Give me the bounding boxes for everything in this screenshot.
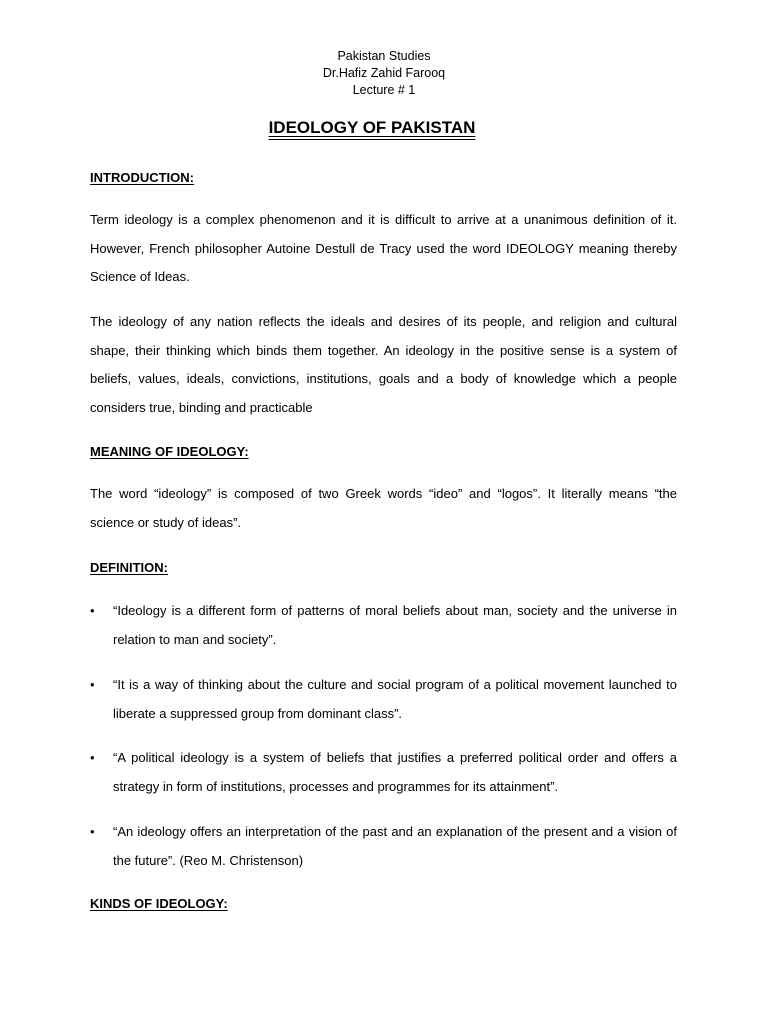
introduction-paragraph-2: The ideology of any nation reflects the ideals and desires of its people, and religion and cultural shape, their thinking which binds them together. An ideology in the positive sense is a system of beliefs, values, ideals, convictions, institutions, goals and a body of knowledge which a people considers true, binding and practicable [90, 314, 677, 415]
definition-bullet-2 [90, 671, 677, 728]
lecture-number: Lecture # 1 [352, 83, 416, 97]
definition-bullet-text: “An ideology offers an interpretation of the past and an explanation of the present and a vision of the future”. (Reo M. Christenson) [113, 824, 677, 868]
bullet-icon: • [90, 603, 95, 618]
document-title-text: IDEOLOGY OF PAKISTAN [268, 118, 476, 137]
definition-bullet-1 [90, 597, 677, 654]
definition-bullet-text: “Ideology is a different form of patterns of moral beliefs about man, society and the universe in relation to man and society”. [113, 603, 677, 647]
introduction-paragraph-1: Term ideology is a complex phenomenon and it is difficult to arrive at a unanimous definition of it. However, French philosopher Autoine Destull de Tracy used the word IDEOLOGY meaning thereby Science of Ideas. [90, 212, 677, 284]
definition-bullet-3 [90, 744, 677, 801]
document-header [0, 48, 768, 99]
definition-bullet-text: “A political ideology is a system of beliefs that justifies a preferred political order and offers a strategy in form of institutions, processes and programmes for its attainment”. [113, 750, 677, 794]
meaning-paragraph: The word “ideology” is composed of two Greek words “ideo” and “logos”. It literally means “the science or study of ideas”. [90, 486, 677, 530]
bullet-icon: • [90, 677, 95, 692]
kinds-heading: KINDS OF IDEOLOGY: [90, 896, 228, 911]
bullet-icon: • [90, 750, 95, 765]
document-title [0, 117, 744, 139]
definition-heading: DEFINITION: [90, 560, 168, 575]
bullet-icon: • [90, 824, 95, 839]
definition-bullet-4 [90, 818, 677, 875]
course-name: Pakistan Studies [337, 49, 431, 63]
introduction-heading: INTRODUCTION: [90, 170, 194, 185]
meaning-heading: MEANING OF IDEOLOGY: [90, 444, 249, 459]
author-name: Dr.Hafiz Zahid Farooq [322, 66, 446, 80]
definition-bullet-text: “It is a way of thinking about the culture and social program of a political movement launched to liberate a suppressed group from dominant class”. [113, 677, 677, 721]
